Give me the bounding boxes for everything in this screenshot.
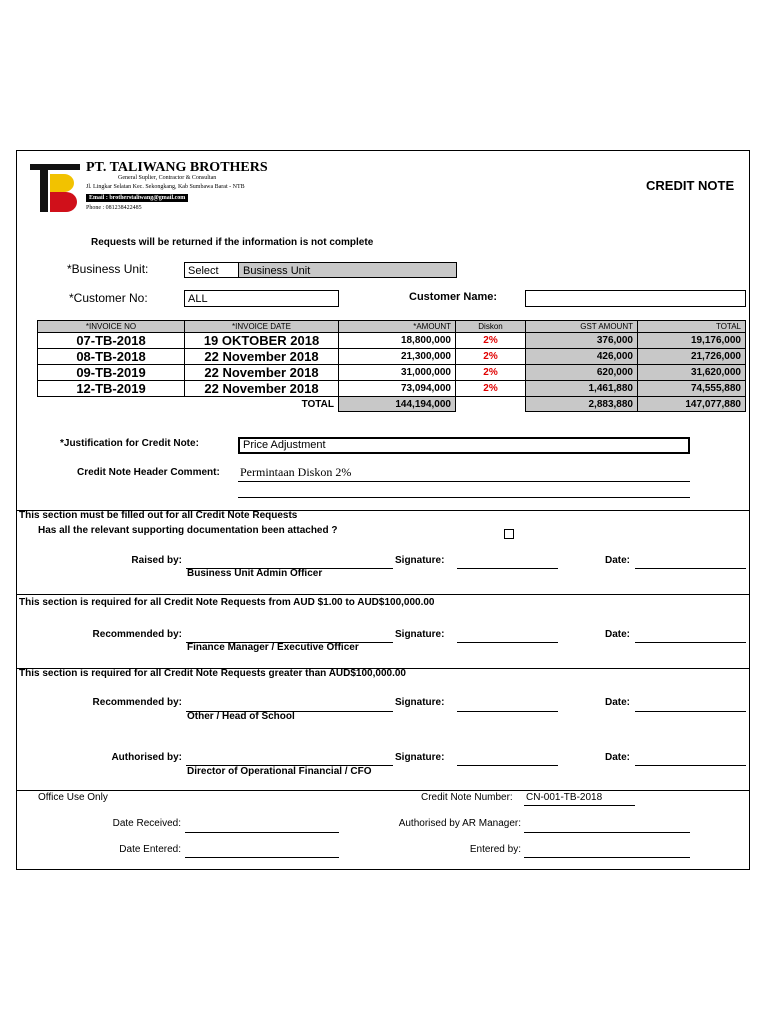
- amount-cell[interactable]: 18,800,000: [339, 333, 456, 349]
- recommended-by-role: Other / Head of School: [187, 711, 295, 722]
- amount-cell[interactable]: 31,000,000: [339, 365, 456, 381]
- date-line[interactable]: [635, 642, 746, 643]
- customer-name-field[interactable]: [525, 290, 746, 307]
- section1-question: Has all the relevant supporting documentation been attached ?: [38, 525, 338, 536]
- table-row: [38, 365, 746, 381]
- section1-title: This section must be filled out for all Credit Note Requests: [19, 510, 298, 521]
- customer-no-label: *Customer No:: [69, 291, 148, 305]
- raised-by-label: Raised by:: [131, 555, 182, 566]
- document-title: CREDIT NOTE: [646, 178, 735, 193]
- invoice-no-cell[interactable]: 08-TB-2018: [38, 349, 185, 365]
- entered-by-label: Entered by:: [469, 844, 521, 855]
- invoice-date-cell[interactable]: 22 November 2018: [185, 381, 339, 397]
- total-gst-cell: 2,883,880: [526, 397, 638, 412]
- date-line[interactable]: [635, 711, 746, 712]
- justification-label: *Justification for Credit Note:: [60, 438, 199, 449]
- authorised-by-role: Director of Operational Financial / CFO: [187, 766, 372, 777]
- business-unit-label: *Business Unit:: [67, 262, 149, 276]
- diskon-cell: 2%: [456, 349, 526, 365]
- cn-number-line: [524, 805, 635, 806]
- date-line[interactable]: [635, 765, 746, 766]
- date-label: Date:: [605, 629, 631, 640]
- amount-cell[interactable]: 73,094,000: [339, 381, 456, 397]
- documentation-checkbox[interactable]: [504, 529, 514, 539]
- customer-name-label: Customer Name:: [409, 291, 498, 303]
- invoice-date-cell[interactable]: 22 November 2018: [185, 349, 339, 365]
- total-cell: 31,620,000: [638, 365, 746, 381]
- company-tagline: General Suplier, Contractor & Consultan: [118, 175, 217, 181]
- table-row: [38, 333, 746, 349]
- invoice-table-header: [38, 321, 746, 333]
- gst-cell: 620,000: [526, 365, 638, 381]
- recommended-by-label: Recommended by:: [92, 697, 182, 708]
- invoice-date-cell[interactable]: 19 OKTOBER 2018: [185, 333, 339, 349]
- date-label: Date:: [605, 697, 631, 708]
- authorised-ar-label: Authorised by AR Manager:: [398, 818, 521, 829]
- invoice-no-cell[interactable]: 09-TB-2019: [38, 365, 185, 381]
- date-entered-field[interactable]: [185, 857, 339, 858]
- recommended-by-role: Finance Manager / Executive Officer: [187, 642, 359, 653]
- authorised-by-label: Authorised by:: [111, 752, 182, 763]
- date-entered-label: Date Entered:: [119, 844, 181, 855]
- signature-label: Signature:: [395, 629, 445, 640]
- invoice-no-cell[interactable]: 12-TB-2019: [38, 381, 185, 397]
- raised-by-role: Business Unit Admin Officer: [187, 568, 323, 579]
- diskon-cell: 2%: [456, 333, 526, 349]
- diskon-cell: 2%: [456, 365, 526, 381]
- signature-line[interactable]: [457, 711, 558, 712]
- entered-by-field[interactable]: [524, 857, 690, 858]
- section-divider: [16, 594, 750, 595]
- invoice-table: [37, 320, 746, 412]
- gst-cell: 1,461,880: [526, 381, 638, 397]
- gst-cell: 426,000: [526, 349, 638, 365]
- header-comment-label: Credit Note Header Comment:: [77, 467, 220, 478]
- total-cell: 21,726,000: [638, 349, 746, 365]
- section-divider: [16, 790, 750, 791]
- comment-line-1: [238, 481, 690, 482]
- company-email: Email : brotherstaliwang@gmail.com: [86, 194, 188, 202]
- header-amount: *AMOUNT: [339, 321, 456, 333]
- total-cell: 19,176,000: [638, 333, 746, 349]
- header-diskon: Diskon: [456, 321, 526, 333]
- table-row: [38, 381, 746, 397]
- header-comment-field[interactable]: Permintaan Diskon 2%: [240, 465, 352, 479]
- signature-label: Signature:: [395, 752, 445, 763]
- signature-line[interactable]: [457, 642, 558, 643]
- signature-label: Signature:: [395, 697, 445, 708]
- justification-field[interactable]: Price Adjustment: [238, 437, 690, 454]
- date-received-field[interactable]: [185, 832, 339, 833]
- total-cell: 74,555,880: [638, 381, 746, 397]
- notice-text: Requests will be returned if the information is not complete: [91, 237, 374, 248]
- business-unit-select[interactable]: [184, 262, 457, 278]
- cn-number-field[interactable]: CN-001-TB-2018: [526, 792, 603, 803]
- signature-label: Signature:: [395, 555, 445, 566]
- total-row: [38, 397, 746, 412]
- total-total-cell: 147,077,880: [638, 397, 746, 412]
- section2-title: This section is required for all Credit Note Requests from AUD $1.00 to AUD$100,000.00: [19, 597, 435, 608]
- date-label: Date:: [605, 752, 631, 763]
- diskon-cell: 2%: [456, 381, 526, 397]
- business-unit-value: Business Unit: [243, 265, 311, 277]
- gst-cell: 376,000: [526, 333, 638, 349]
- total-label: TOTAL: [301, 398, 334, 410]
- business-unit-select-text: Select: [185, 263, 239, 277]
- header-invoice-no: *INVOICE NO: [38, 321, 185, 333]
- recommended-by-label: Recommended by:: [92, 629, 182, 640]
- invoice-no-cell[interactable]: 07-TB-2018: [38, 333, 185, 349]
- amount-cell[interactable]: 21,300,000: [339, 349, 456, 365]
- company-phone: Phone : 081238422485: [86, 205, 142, 211]
- signature-line[interactable]: [457, 568, 558, 569]
- date-received-label: Date Received:: [112, 818, 181, 829]
- comment-line-2: [238, 497, 690, 498]
- signature-line[interactable]: [457, 765, 558, 766]
- header-gst-amount: GST AMOUNT: [526, 321, 638, 333]
- office-use-title: Office Use Only: [38, 792, 108, 803]
- company-address: Jl. Lingkar Selatan Kec. Sekongkang, Kab Sumbawa Barat - NTB: [86, 184, 245, 190]
- invoice-date-cell[interactable]: 22 November 2018: [185, 365, 339, 381]
- date-label: Date:: [605, 555, 631, 566]
- header-invoice-date: *INVOICE DATE: [185, 321, 339, 333]
- header-total: TOTAL: [638, 321, 746, 333]
- company-name: PT. TALIWANG BROTHERS: [86, 160, 268, 175]
- customer-no-field[interactable]: ALL: [184, 290, 339, 307]
- cn-number-label: Credit Note Number:: [421, 792, 513, 803]
- section3-title: This section is required for all Credit Note Requests greater than AUD$100,000.00: [19, 668, 406, 679]
- company-logo: [30, 162, 82, 214]
- total-amount-cell: 144,194,000: [339, 397, 456, 412]
- table-row: [38, 349, 746, 365]
- authorised-ar-field[interactable]: [524, 832, 690, 833]
- date-line[interactable]: [635, 568, 746, 569]
